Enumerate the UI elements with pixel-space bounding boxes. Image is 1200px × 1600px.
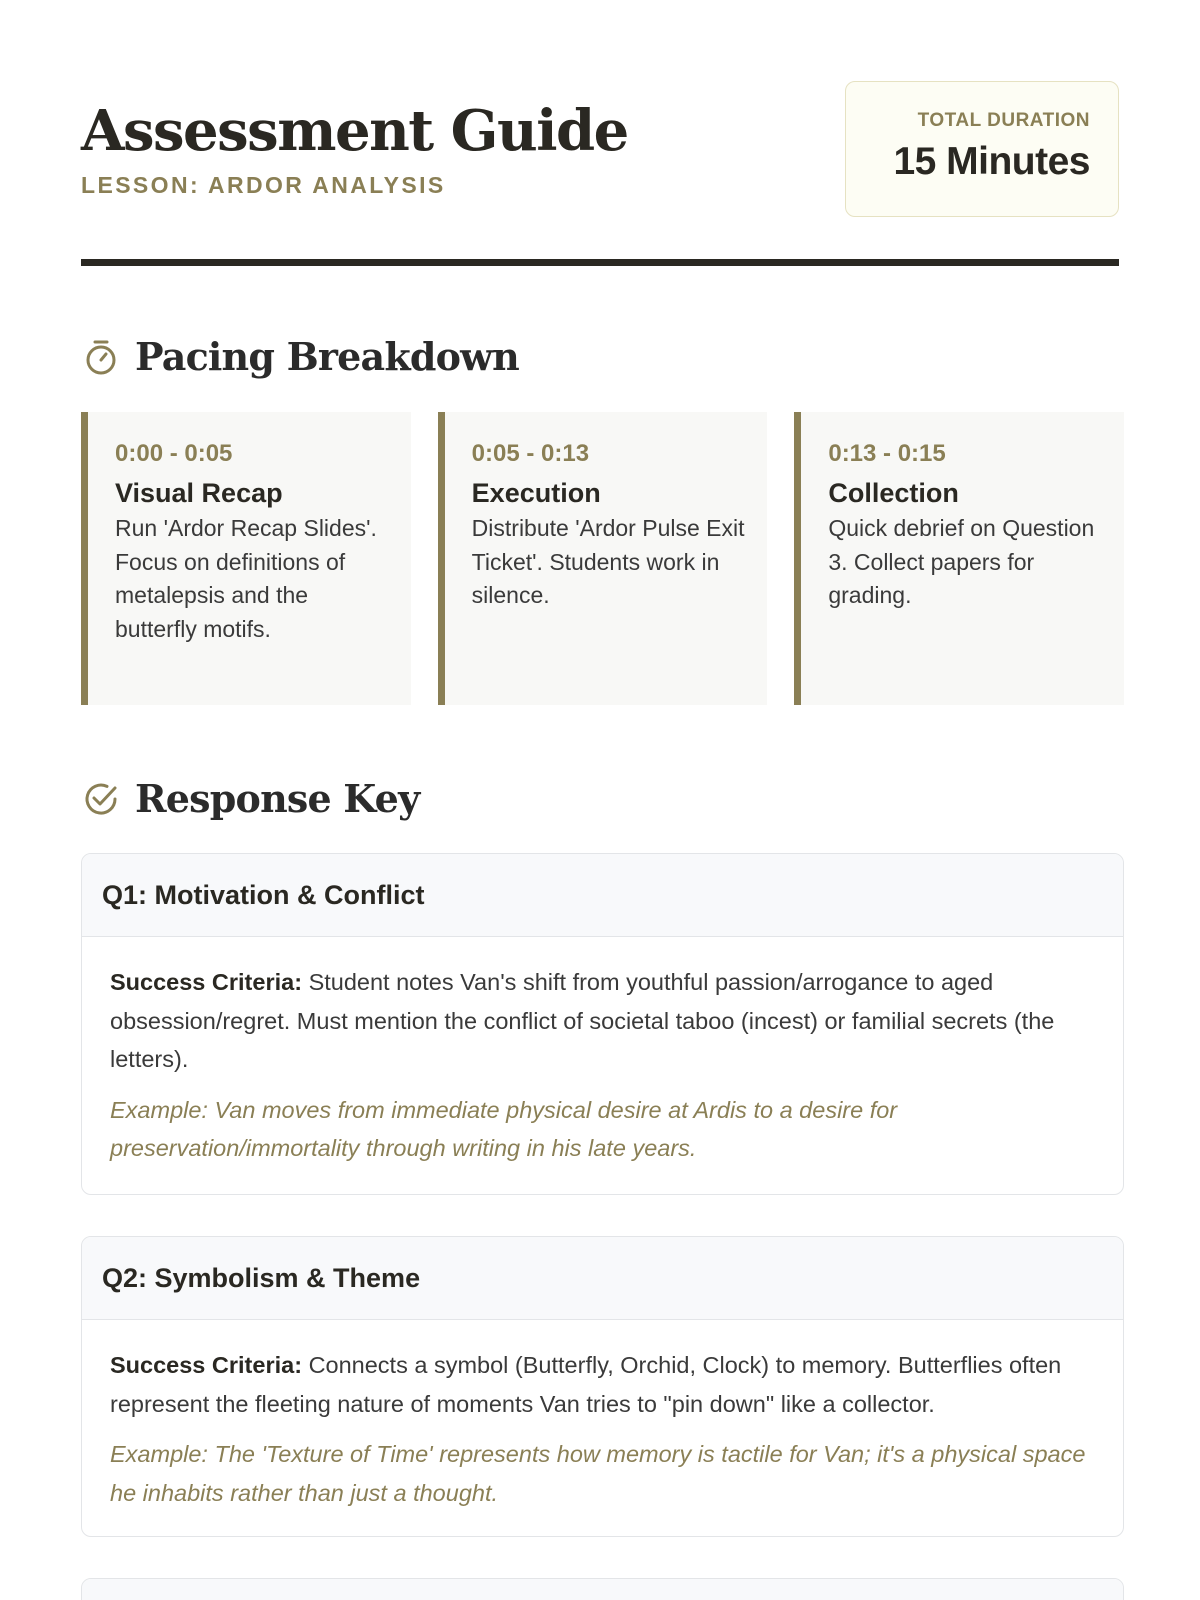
- stopwatch-icon: [81, 337, 121, 377]
- response-card: [81, 1236, 1124, 1537]
- success-criteria: [110, 1346, 1095, 1423]
- question-title-empty: [82, 1579, 1123, 1600]
- pacing-time: 0:13 - 0:15: [828, 440, 946, 467]
- criteria-text: Student notes Van's shift from youthful passion/arrogance to aged obsession/regret. Must mention the conflict of societal taboo (incest) or familial secrets (the letters).: [110, 969, 1055, 1072]
- pacing-card: [438, 412, 768, 705]
- criteria-label: Success Criteria:: [110, 969, 303, 995]
- pacing-section-heading: [81, 334, 519, 379]
- response-heading-label: Response Key: [135, 776, 420, 821]
- response-card: [81, 853, 1124, 1195]
- response-body: [82, 937, 1123, 1168]
- pacing-card: [81, 412, 411, 705]
- success-criteria: [110, 963, 1095, 1079]
- page-title: Assessment Guide: [81, 98, 628, 164]
- pacing-description: Quick debrief on Question 3. Collect papers for grading.: [828, 515, 1095, 608]
- question-title: Q2: Symbolism & Theme: [82, 1237, 1123, 1320]
- duration-label: TOTAL DURATION: [917, 110, 1090, 131]
- duration-value: 15 Minutes: [893, 140, 1090, 183]
- check-circle-icon: [81, 779, 121, 819]
- pacing-time: 0:00 - 0:05: [115, 440, 233, 467]
- pacing-card: [794, 412, 1124, 705]
- lesson-subtitle: LESSON: ARDOR ANALYSIS: [81, 172, 446, 198]
- page-header: [81, 0, 1119, 266]
- response-body: [82, 1320, 1123, 1512]
- pacing-time: 0:05 - 0:13: [471, 440, 590, 467]
- pacing-title: Execution: [471, 478, 601, 508]
- pacing-title: Collection: [828, 478, 959, 508]
- response-card-partial: [81, 1578, 1124, 1600]
- example-answer: Example: The 'Texture of Time' represents how memory is tactile for Van; it's a physical space he inhabits rather than just a thought.: [110, 1441, 1086, 1506]
- question-title: Q1: Motivation & Conflict: [82, 854, 1123, 937]
- pacing-cards: [81, 412, 1124, 705]
- criteria-text: Connects a symbol (Butterfly, Orchid, Clock) to memory. Butterflies often represent the fleeting nature of moments Van tries to "pin down" like a collector.: [110, 1352, 1062, 1417]
- pacing-title: Visual Recap: [115, 478, 283, 508]
- total-duration-box: [845, 81, 1119, 217]
- pacing-heading-label: Pacing Breakdown: [135, 334, 519, 379]
- pacing-description: Distribute 'Ardor Pulse Exit Ticket'. Students work in silence.: [471, 515, 745, 608]
- example-answer: Example: Van moves from immediate physical desire at Ardis to a desire for preservation/immortality through writing in his late years.: [110, 1096, 898, 1161]
- pacing-description: Run 'Ardor Recap Slides'. Focus on definitions of metalepsis and the butterfly motifs.: [115, 515, 377, 642]
- criteria-label: Success Criteria:: [110, 1352, 303, 1378]
- response-section-heading: [81, 776, 419, 821]
